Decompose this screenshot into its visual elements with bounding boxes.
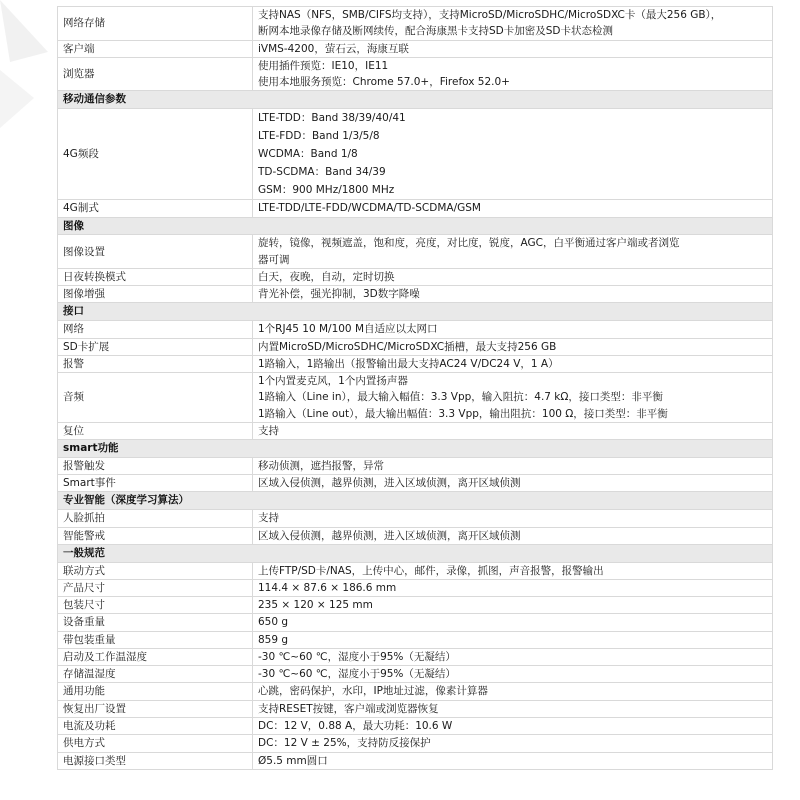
spec-key: 日夜转换模式 bbox=[58, 268, 253, 285]
spec-value bbox=[253, 510, 773, 527]
spec-row bbox=[58, 614, 773, 631]
spec-key: 存储温湿度 bbox=[58, 666, 253, 683]
spec-key: 通用功能 bbox=[58, 683, 253, 700]
spec-key: 供电方式 bbox=[58, 735, 253, 752]
spec-key: 图像设置 bbox=[58, 235, 253, 269]
spec-value-line: 支持NAS（NFS，SMB/CIFS均支持），支持MicroSD/MicroSDHC/MicroSDXC卡（最大256 GB）， bbox=[258, 9, 722, 21]
section-header-row bbox=[58, 544, 773, 562]
spec-key: 复位 bbox=[58, 422, 253, 439]
spec-row bbox=[58, 562, 773, 579]
spec-row bbox=[58, 648, 773, 665]
spec-value bbox=[253, 752, 773, 769]
spec-value bbox=[253, 597, 773, 614]
spec-key: 浏览器 bbox=[58, 57, 253, 91]
spec-value bbox=[253, 700, 773, 717]
spec-row bbox=[58, 683, 773, 700]
spec-value bbox=[253, 579, 773, 596]
spec-value-line: WCDMA：Band 1/8 bbox=[258, 148, 358, 161]
spec-row bbox=[58, 321, 773, 338]
spec-row bbox=[58, 373, 773, 423]
spec-value-line: 1个内置麦克风，1个内置扬声器 bbox=[258, 375, 408, 388]
spec-value-line: -30 ℃~60 ℃，湿度小于95%（无凝结） bbox=[258, 668, 456, 681]
spec-row bbox=[58, 338, 773, 355]
spec-row bbox=[58, 735, 773, 752]
spec-row bbox=[58, 355, 773, 372]
spec-value bbox=[253, 373, 773, 423]
spec-row bbox=[58, 752, 773, 769]
spec-value-line: LTE-FDD：Band 1/3/5/8 bbox=[258, 130, 380, 143]
spec-value bbox=[253, 321, 773, 338]
spec-value-line: 断网本地录像存储及断网续传，配合海康黑卡支持SD卡加密及SD卡状态检测 bbox=[258, 25, 613, 38]
spec-value-line: DC：12 V，0.88 A，最大功耗：10.6 W bbox=[258, 719, 453, 732]
spec-key: 报警触发 bbox=[58, 457, 253, 474]
spec-row bbox=[58, 510, 773, 527]
section-title: 一般规范 bbox=[58, 544, 773, 562]
spec-row bbox=[58, 422, 773, 439]
spec-value bbox=[253, 735, 773, 752]
spec-value-line: 1路输入（Line out），最大输出幅值：3.3 Vpp，输出阻抗：100 Ω，接口类型：非平衡 bbox=[258, 407, 668, 420]
spec-value-line: 859 g bbox=[258, 633, 289, 646]
spec-value bbox=[253, 631, 773, 648]
section-title: 移动通信参数 bbox=[58, 91, 773, 109]
spec-row bbox=[58, 579, 773, 596]
section-title: 专业智能（深度学习算法） bbox=[58, 492, 773, 510]
spec-value bbox=[253, 338, 773, 355]
spec-value-line: 心跳，密码保护，水印，IP地址过滤，像素计算器 bbox=[258, 685, 488, 698]
spec-value bbox=[253, 109, 773, 200]
section-header-row bbox=[58, 303, 773, 321]
spec-value-line: -30 ℃~60 ℃，湿度小于95%（无凝结） bbox=[258, 650, 456, 663]
spec-value bbox=[253, 614, 773, 631]
spec-key: 启动及工作温湿度 bbox=[58, 648, 253, 665]
spec-value-line: 1路输入（Line in），最大输入幅值：3.3 Vpp，输入阻抗：4.7 kΩ，接口类型：非平衡 bbox=[258, 391, 663, 404]
spec-value bbox=[253, 57, 773, 91]
spec-key: 设备重量 bbox=[58, 614, 253, 631]
spec-value-line: 1个RJ45 10 M/100 M自适应以太网口 bbox=[258, 323, 438, 336]
section-header-row bbox=[58, 440, 773, 458]
spec-value-line: 支持 bbox=[258, 424, 279, 437]
spec-value-line: 114.4 × 87.6 × 186.6 mm bbox=[258, 581, 397, 594]
spec-value-line: TD-SCDMA：Band 34/39 bbox=[258, 166, 386, 179]
spec-key: 图像增强 bbox=[58, 286, 253, 303]
spec-value-line: 区域入侵侦测，越界侦测，进入区域侦测，离开区域侦测 bbox=[258, 477, 521, 490]
spec-value-line: 移动侦测，遮挡报警，异常 bbox=[258, 459, 384, 472]
spec-value-line: 1路输入，1路输出（报警输出最大支持AC24 V/DC24 V，1 A） bbox=[258, 357, 559, 370]
spec-key: 智能警戒 bbox=[58, 527, 253, 544]
spec-row bbox=[58, 268, 773, 285]
spec-key: 包装尺寸 bbox=[58, 597, 253, 614]
spec-value-line: 内置MicroSD/MicroSDHC/MicroSDXC插槽，最大支持256 GB bbox=[258, 340, 557, 353]
section-title: 接口 bbox=[58, 303, 773, 321]
spec-value-line: iVMS-4200，萤石云，海康互联 bbox=[258, 42, 409, 55]
section-title: 图像 bbox=[58, 217, 773, 235]
spec-value bbox=[253, 683, 773, 700]
spec-value-line: 使用插件预览：IE10，IE11 bbox=[258, 59, 389, 72]
spec-key: 产品尺寸 bbox=[58, 579, 253, 596]
spec-value-line: DC：12 V ± 25%，支持防反接保护 bbox=[258, 737, 431, 750]
spec-row bbox=[58, 57, 773, 91]
spec-row bbox=[58, 40, 773, 57]
spec-row bbox=[58, 235, 773, 269]
spec-key: 联动方式 bbox=[58, 562, 253, 579]
spec-key: 人脸抓拍 bbox=[58, 510, 253, 527]
spec-value-line: 支持RESET按键，客户端或浏览器恢复 bbox=[258, 702, 439, 715]
spec-value-line: 支持 bbox=[258, 512, 279, 525]
section-header-row bbox=[58, 217, 773, 235]
spec-key: 报警 bbox=[58, 355, 253, 372]
spec-value bbox=[253, 457, 773, 474]
spec-key: 网络存储 bbox=[58, 7, 253, 41]
spec-value bbox=[253, 286, 773, 303]
spec-value-line: 区域入侵侦测，越界侦测，进入区域侦测，离开区域侦测 bbox=[258, 529, 521, 542]
spec-key: 4G频段 bbox=[58, 109, 253, 200]
spec-value-line: 旋转，镜像，视频遮盖，饱和度，亮度，对比度，锐度，AGC，白平衡通过客户端或者浏览 bbox=[258, 237, 680, 250]
spec-value-line: 使用本地服务预览：Chrome 57.0+，Firefox 52.0+ bbox=[258, 76, 510, 89]
spec-value-line: 上传FTP/SD卡/NAS，上传中心，邮件，录像，抓图，声音报警，报警输出 bbox=[258, 564, 604, 577]
spec-row bbox=[58, 717, 773, 734]
section-header-row bbox=[58, 492, 773, 510]
section-title: smart功能 bbox=[58, 440, 773, 458]
spec-key: 电流及功耗 bbox=[58, 717, 253, 734]
spec-key: Smart事件 bbox=[58, 475, 253, 492]
spec-value bbox=[253, 717, 773, 734]
spec-value bbox=[253, 527, 773, 544]
spec-key: 音频 bbox=[58, 373, 253, 423]
spec-value bbox=[253, 200, 773, 217]
spec-value-line: LTE-TDD/LTE-FDD/WCDMA/TD-SCDMA/GSM bbox=[258, 202, 481, 215]
spec-value bbox=[253, 666, 773, 683]
spec-value-line: LTE-TDD：Band 38/39/40/41 bbox=[258, 112, 406, 125]
spec-value bbox=[253, 268, 773, 285]
spec-key: 电源接口类型 bbox=[58, 752, 253, 769]
spec-row bbox=[58, 631, 773, 648]
section-header-row bbox=[58, 91, 773, 109]
spec-key: 网络 bbox=[58, 321, 253, 338]
spec-value-line: 650 g bbox=[258, 616, 289, 629]
spec-value-line: 器可调 bbox=[258, 253, 290, 266]
spec-row bbox=[58, 666, 773, 683]
spec-table bbox=[57, 6, 773, 770]
spec-row bbox=[58, 286, 773, 303]
spec-key: SD卡扩展 bbox=[58, 338, 253, 355]
spec-table-body bbox=[58, 7, 773, 770]
spec-value-line: 235 × 120 × 125 mm bbox=[258, 599, 373, 612]
spec-value bbox=[253, 422, 773, 439]
spec-key: 恢复出厂设置 bbox=[58, 700, 253, 717]
spec-value-line: 白天，夜晚，自动，定时切换 bbox=[258, 270, 395, 283]
spec-value-line: GSM：900 MHz/1800 MHz bbox=[258, 184, 395, 197]
spec-key: 带包装重量 bbox=[58, 631, 253, 648]
spec-row bbox=[58, 200, 773, 217]
spec-row bbox=[58, 527, 773, 544]
spec-value bbox=[253, 355, 773, 372]
spec-row bbox=[58, 700, 773, 717]
spec-row bbox=[58, 457, 773, 474]
spec-value bbox=[253, 40, 773, 57]
spec-key: 4G制式 bbox=[58, 200, 253, 217]
spec-row bbox=[58, 597, 773, 614]
spec-row bbox=[58, 109, 773, 200]
decorative-watermark-shape bbox=[0, 0, 60, 130]
spec-value bbox=[253, 648, 773, 665]
spec-row bbox=[58, 475, 773, 492]
spec-row bbox=[58, 7, 773, 41]
spec-value-line: Ø5.5 mm圆口 bbox=[258, 754, 328, 767]
spec-value bbox=[253, 7, 773, 41]
spec-value bbox=[253, 235, 773, 269]
spec-value bbox=[253, 475, 773, 492]
spec-value-line: 背光补偿，强光抑制，3D数字降噪 bbox=[258, 288, 420, 301]
spec-key: 客户端 bbox=[58, 40, 253, 57]
spec-value bbox=[253, 562, 773, 579]
